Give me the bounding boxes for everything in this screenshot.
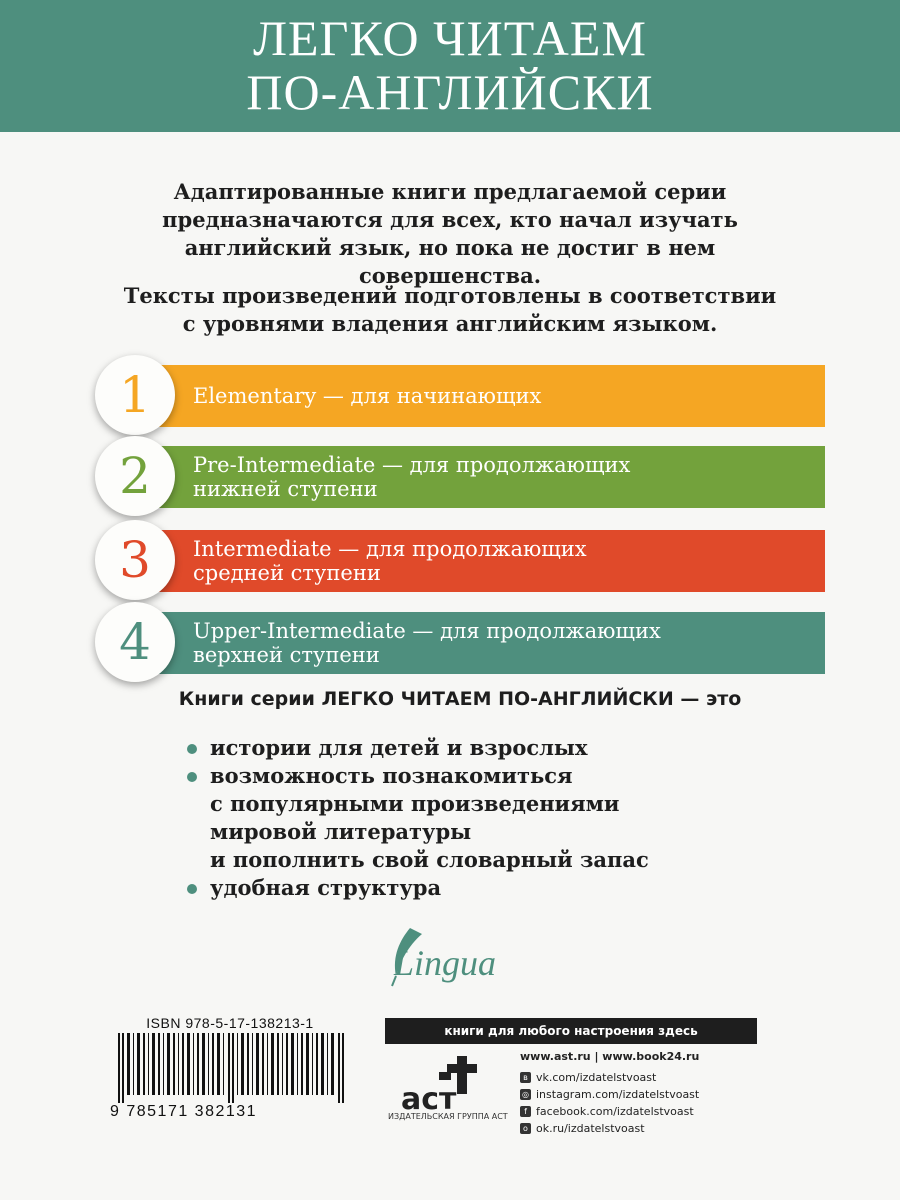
social-link-text: instagram.com/izdatelstvoast xyxy=(536,1088,700,1101)
feature-line: удобная структура xyxy=(210,875,442,900)
ast-logo xyxy=(395,1052,505,1142)
level-2-text xyxy=(193,446,813,508)
publisher-sites[interactable]: www.ast.ru | www.book24.ru xyxy=(520,1050,700,1063)
feature-line: и пополнить свой словарный запас xyxy=(210,847,649,872)
barcode-icon xyxy=(110,1033,355,1103)
level-4-line1: Upper-Intermediate — для продолжающих xyxy=(193,619,661,643)
level-1-number: 1 xyxy=(95,355,175,435)
level-2-line1: Pre-Intermediate — для продолжающих xyxy=(193,453,631,477)
level-3-row xyxy=(95,520,825,600)
level-2-number: 2 xyxy=(95,436,175,516)
publisher-links xyxy=(520,1050,760,1137)
feature-line: истории для детей и взрослых xyxy=(210,735,588,760)
level-3-line1: Intermediate — для продолжающих xyxy=(193,537,587,561)
intro-line: английский язык, но пока не достиг в нем xyxy=(184,235,716,260)
social-link-vk[interactable] xyxy=(520,1069,760,1086)
level-3-number: 3 xyxy=(95,520,175,600)
lingua-logo xyxy=(370,920,530,990)
social-link-text: facebook.com/izdatelstvoast xyxy=(536,1105,694,1118)
publisher-slogan: книги для любого настроения здесь xyxy=(385,1018,757,1044)
intro-line: совершенства. xyxy=(358,263,542,288)
facebook-icon: f xyxy=(520,1106,531,1117)
bullet-dot-icon xyxy=(187,884,197,894)
feature-line: с популярными произведениями xyxy=(210,791,620,816)
series-title-line2: ПО-АНГЛИЙСКИ xyxy=(246,64,654,120)
intro-line: предназначаются для всех, кто начал изучать xyxy=(162,207,738,232)
social-link-ok[interactable] xyxy=(520,1120,760,1137)
lingua-logo-text: Lingua xyxy=(394,943,497,983)
features-list xyxy=(185,734,805,902)
vk-icon: в xyxy=(520,1072,531,1083)
intro-line: Тексты произведений подготовлены в соответствии xyxy=(123,283,777,308)
feature-item xyxy=(185,874,805,902)
level-4-text xyxy=(193,612,813,674)
level-4-line2: верхней ступени xyxy=(193,643,380,667)
social-link-text: ok.ru/izdatelstvoast xyxy=(536,1122,645,1135)
intro-paragraph-2 xyxy=(90,282,810,338)
intro-line: с уровнями владения английским языком. xyxy=(182,311,718,336)
level-1-line1: Elementary — для начинающих xyxy=(193,384,542,408)
social-link-instagram[interactable] xyxy=(520,1086,760,1103)
level-2-line2: нижней ступени xyxy=(193,477,378,501)
intro-paragraph-1 xyxy=(90,178,810,290)
feature-line: мировой литературы xyxy=(210,819,472,844)
isbn-text: ISBN 978-5-17-138213-1 xyxy=(146,1015,314,1031)
bullet-dot-icon xyxy=(187,772,197,782)
barcode-digits: 9 785171 382131 xyxy=(110,1103,258,1120)
level-4-row xyxy=(95,602,825,682)
books-intro-heading: Книги серии ЛЕГКО ЧИТАЕМ ПО-АНГЛИЙСКИ — это xyxy=(178,688,742,710)
level-3-line2: средней ступени xyxy=(193,561,381,585)
feature-item xyxy=(185,734,805,762)
intro-line: Адаптированные книги предлагаемой серии xyxy=(173,179,727,204)
instagram-icon: ◎ xyxy=(520,1089,531,1100)
series-title-line1: ЛЕГКО ЧИТАЕМ xyxy=(253,10,647,66)
barcode-block xyxy=(110,1015,360,1130)
level-3-text xyxy=(193,530,813,592)
bullet-dot-icon xyxy=(187,744,197,754)
ast-caption: ИЗДАТЕЛЬСКАЯ ГРУППА АСТ xyxy=(388,1112,508,1121)
level-4-number: 4 xyxy=(95,602,175,682)
level-2-row xyxy=(95,436,825,516)
ok-icon: о xyxy=(520,1123,531,1134)
feature-line: возможность познакомиться xyxy=(210,763,573,788)
ast-logo-text: аст xyxy=(401,1082,457,1117)
header-band xyxy=(0,0,900,132)
feature-item xyxy=(185,762,805,874)
level-1-row xyxy=(95,355,825,435)
social-link-text: vk.com/izdatelstvoast xyxy=(536,1071,657,1084)
level-1-text xyxy=(193,365,813,427)
social-link-facebook[interactable] xyxy=(520,1103,760,1120)
